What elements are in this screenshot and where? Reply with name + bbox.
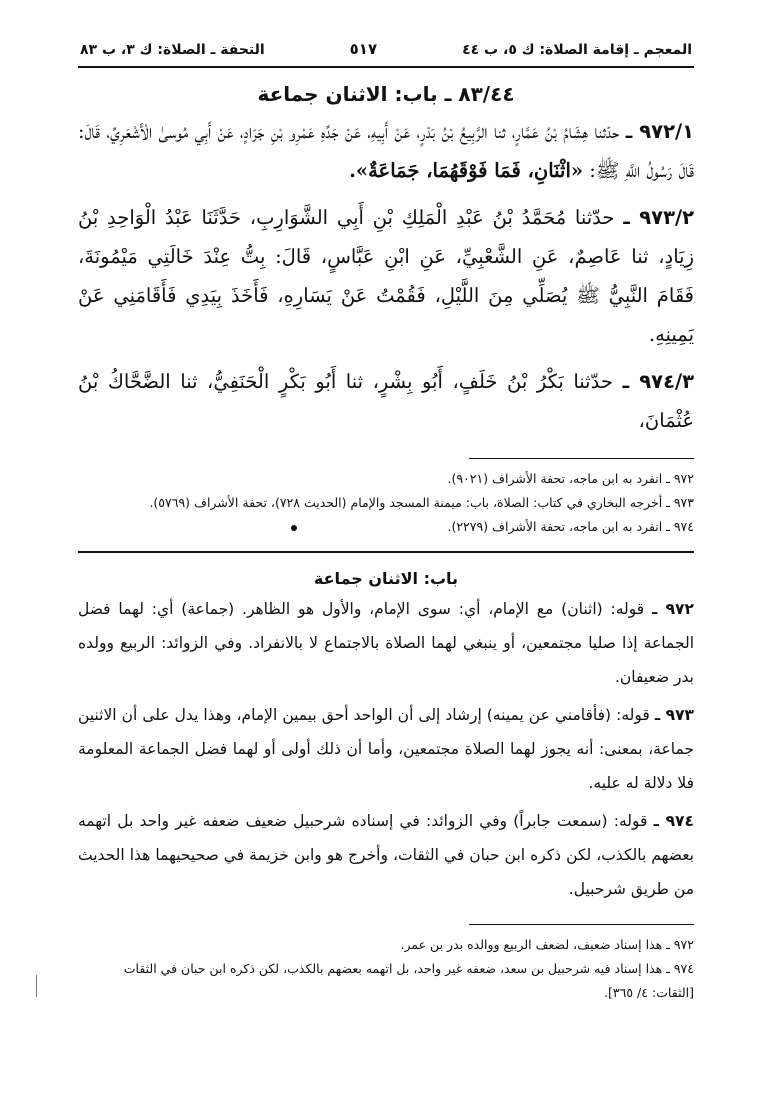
header-left: التحفة ـ الصلاة: ك ٣، ب ٨٣	[80, 42, 265, 58]
commentary-number: ٩٧٢ ـ	[652, 600, 694, 618]
commentary-number: ٩٧٣ ـ	[654, 706, 694, 724]
chapter-title: ٨٣/٤٤ ـ باب: الاثنان جماعة	[257, 82, 515, 106]
commentary-text: قوله: (اثنان) مع الإمام، أي: سوى الإمام، والأول هو الظاهر. (جماعة) أي: لهما فضل الجماعة إذا صليا مجتمعين، أو ينبغي لهما الصلاة بالاجتماع لا بالانفراد. وفي الزوائد: الربيع وولده بدر ضعيفان.	[78, 600, 694, 686]
hadith-matn-quote: «اثْنَانِ، فَمَا فَوْقَهُمَا، جَمَاعَةٌ».	[349, 159, 584, 182]
footnote-divider	[469, 458, 694, 459]
commentary-text: قوله: (سمعت جابراً) وفي الزوائد: في إسناده شرحبيل ضعيف ضعفه غير واحد بل اتهمه بعضهم بالكذب، لكن ذكره ابن حبان في الثقات، وأخرج هو وابن خزيمة في صحيحيهما هذا الحديث من طريق شرحبيل.	[78, 812, 694, 898]
grading-notes	[78, 933, 694, 1005]
grading-divider	[469, 924, 694, 925]
hadith-text: حدّثنا مُحَمَّدُ بْنُ عَبْدِ الْمَلِكِ بْنِ أَبِي الشَّوَارِبِ، حَدَّثَنَا عَبْدُ الْوَاحِدِ بْنُ زِيَادٍ، ثنا عَاصِمٌ، عَنِ الشَّعْبِيِّ، عَنِ ابْنِ عَبَّاسٍ، قَالَ: بِتُّ عِنْدَ خَالَتِي مَيْمُونَةَ، فَقَامَ النَّبِيُّ ﷺ يُصَلِّي مِنَ اللَّيْلِ، فَقُمْتُ عَنْ يَسَارِهِ، فَأَخَذَ بِيَدِي فَأَقَامَنِي عَنْ يَمِينِهِ.	[78, 206, 694, 346]
section-divider	[78, 551, 694, 553]
commentary-974	[78, 804, 694, 906]
takhrij-note: ٩٧٢ ـ انفرد به ابن ماجه، تحفة الأشراف (٩٠٢١).	[447, 471, 694, 486]
hadith-text: حدّثنا بَكْرُ بْنُ خَلَفٍ، أَبُو بِشْرٍ، ثنا أَبُو بَكْرٍ الْحَنَفِيُّ، ثنا الضَّحَّاكُ بْنُ عُثْمَانَ،	[78, 370, 694, 432]
hadith-974	[78, 362, 694, 440]
grading-note: ٩٧٤ ـ هذا إسناد فيه شرحبيل بن سعد، ضعفه غير واحد، بل اتهمه بعضهم بالكذب، لكن ذكره ابن حبان في الثقات [الثقات: ٤/ ٣٦٥].	[123, 961, 694, 1000]
takhrij-note	[78, 515, 694, 539]
commentary-number: ٩٧٤ ـ	[653, 812, 694, 830]
commentary-972	[78, 592, 694, 694]
hadith-973	[78, 198, 694, 354]
hadith-972	[78, 112, 694, 190]
running-header	[78, 40, 694, 68]
bullet-mark	[291, 525, 297, 531]
hadith-number: ٩٧٣/٢ ـ	[623, 206, 694, 229]
takhrij-notes	[78, 467, 694, 539]
header-right: المعجم ـ إقامة الصلاة: ك ٥، ب ٤٤	[462, 42, 692, 58]
grading-note: ٩٧٢ ـ هذا إسناد ضعيف، لضعف الربيع ووالده بدر بن عمر.	[400, 937, 694, 952]
hadith-number: ٩٧٤/٣ ـ	[622, 370, 694, 393]
commentary-text: قوله: (فأقامني عن يمينه) إرشاد إلى أن الواحد أحق بيمين الإمام، وهذا يدل على أن الاثنين جماعة، بمعنى: أنه يجوز لهما الصلاة مجتمعين، وأما أن ذلك أولى أو لهما فضل الجماعة المعلومة فلا دلالة له عليه.	[78, 706, 694, 792]
hadith-text: حدّثنا هِشَامُ بْنُ عَمَّارٍ، ثنا الرَّبِيعُ بْنُ بَدْرٍ، عَنْ أَبِيهِ، عَنْ جَدِّهِ عَمْرِو بْنِ جَرَادٍ، عَنْ أَبِي مُوسىٰ الْأَشْعَرِيِّ، قَالَ: قَالَ رَسُولُ اللَّهِ ﷺ:	[78, 120, 694, 182]
page-number: ٥١٧	[349, 40, 378, 58]
margin-mark	[36, 975, 37, 997]
commentary-title: باب: الاثنان جماعة	[313, 569, 459, 588]
commentary-973	[78, 698, 694, 800]
takhrij-note-text: ٩٧٤ ـ انفرد به ابن ماجه، تحفة الأشراف (٢٢٧٩).	[447, 519, 694, 534]
hadith-number: ٩٧٢/١ ـ	[625, 120, 694, 143]
takhrij-note: ٩٧٣ ـ أخرجه البخاري في كتاب: الصلاة، باب: ميمنة المسجد والإمام (الحديث ٧٢٨)، تحفة الأشراف (٥٧٦٩).	[149, 495, 694, 510]
